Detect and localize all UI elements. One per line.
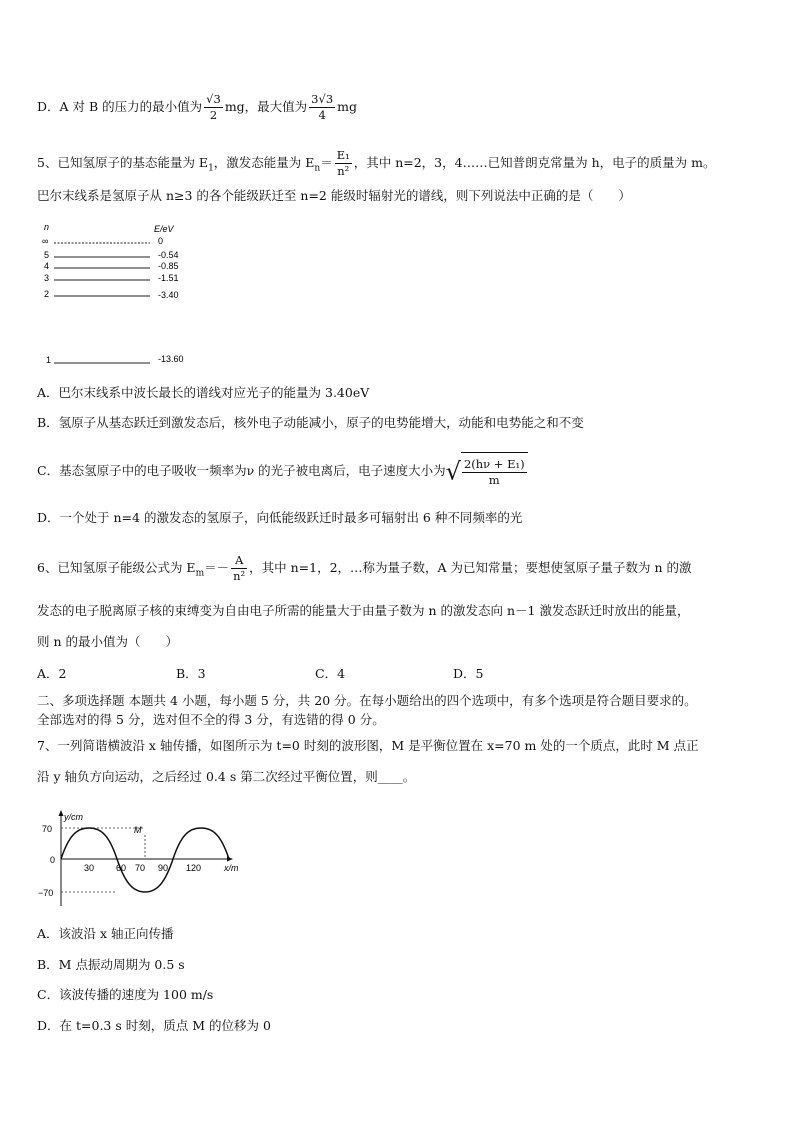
q5-opt-c-num: 2(hν + E₁) <box>463 457 525 471</box>
q5-opt-c-den: m <box>488 473 500 487</box>
q5-stem1-c: ＝ <box>320 155 333 170</box>
y-tick-70: 70 <box>42 824 53 834</box>
q4-d-max-num: 3√3 <box>311 92 334 106</box>
q5-stem1-d: ，其中 n=2，3，4……已知普朗克常量为 h，电子的质量为 m。 <box>353 155 716 170</box>
q5-frac-num: E₁ <box>336 148 350 162</box>
q7-option-b: B．M 点振动周期为 0.5 s <box>37 957 185 972</box>
q7-option-d: D．在 t=0.3 s 时刻，质点 M 的位移为 0 <box>37 1018 271 1033</box>
q6-stem1-a: 6、已知氢原子能级公式为 E <box>37 560 196 575</box>
x-tick-90: 90 <box>158 863 169 873</box>
q7-stem-line1: 7、一列简谐横波沿 x 轴传播，如图所示为 t=0 时刻的波形图，M 是平衡位置在 x=70 m 处的一个质点，此时 M 点正 <box>37 738 699 753</box>
q5-energy-fraction <box>335 148 352 179</box>
q4-option-d <box>37 92 357 123</box>
wave-curve <box>61 828 229 892</box>
q5-stem1-a: 5、已知氢原子的基态能量为 E <box>37 155 209 170</box>
q6-stem1-b: ＝－ <box>204 560 230 575</box>
x-tick-120: 120 <box>186 863 202 873</box>
e-header: E/eV <box>154 224 174 234</box>
y-axis-label: y/cm <box>64 812 83 822</box>
q4-d-max-fraction <box>309 92 335 123</box>
sqrt-symbol: √ <box>445 457 461 486</box>
wave-graph <box>30 808 252 908</box>
q7-option-a: A．该波沿 x 轴正向传播 <box>37 926 174 941</box>
q5-stem-line2: 巴尔末线系是氢原子从 n≥3 的各个能级跃迁至 n=2 能级时辐射光的谱线，则下列说法中正确的是（ ） <box>37 188 631 203</box>
section2-heading-line2: 全部选对的得 5 分，选对但不全的得 3 分，有选错的得 0 分。 <box>37 712 385 727</box>
q5-option-a: A．巴尔末线系中波长最长的谱线对应光子的能量为 3.40eV <box>37 385 370 400</box>
level-5-label: 5 <box>44 250 50 260</box>
q6-option-b: B．3 <box>176 666 206 681</box>
q5-opt-c-prefix: C．基态氢原子中的电子吸收一频率为ν 的光子被电离后，电子速度大小为 <box>37 463 446 478</box>
q6-option-d: D．5 <box>453 666 484 681</box>
section2-heading-line1: 二、多项选择题 本题共 4 小题，每小题 5 分，共 20 分。在每小题给出的四个选项中，有多个选项是符合题目要求的。 <box>37 693 697 708</box>
q4-d-unit2: mg <box>337 99 357 114</box>
q5-option-c <box>37 452 528 491</box>
q4-d-min-den: 2 <box>209 108 218 122</box>
q6-frac-den: n² <box>233 569 246 583</box>
q5-opt-c-radicand <box>461 452 528 491</box>
q7-stem-line2: 沿 y 轴负方向运动，之后经过 0.4 s 第二次经过平衡位置，则____。 <box>37 769 416 784</box>
y-tick-0: 0 <box>50 855 56 865</box>
q5-option-d: D．一个处于 n=4 的激发态的氢原子，向低能级跃迁时最多可辐射出 6 种不同频率的光 <box>37 510 523 525</box>
level-1-label: 1 <box>46 355 52 365</box>
x-tick-60: 60 <box>116 863 127 873</box>
y-tick-neg70: −70 <box>38 888 54 898</box>
q5-stem-line1: 5、已知氢原子的基态能量为 $E_1$，激发态能量为 $E_n=$ $\frac{\text{E₁}}{\text{n²}}$ ，其中 n=2，3，4……已知普朗克常量为 h，电子的质量为 m。 <box>37 148 716 178</box>
q6-stem-line3: 则 n 的最小值为（ ） <box>37 634 178 649</box>
level-3-label: 3 <box>44 273 50 283</box>
q4-d-min-fraction <box>204 92 223 123</box>
level-4-label: 4 <box>44 261 50 271</box>
x-tick-30: 30 <box>84 863 95 873</box>
q6-option-c: C．4 <box>315 666 346 681</box>
q5-frac-den: n² <box>337 164 350 178</box>
y-axis-arrow <box>59 810 64 816</box>
q6-stem-line1: 6、已知氢原子能级公式为 $E_m=-$ $\frac{A}{\text{n²}}$ ，其中 n=1，2，…称为量子数，A 为已知常量；要想使氢原子量子数为 n 的激 <box>37 553 692 583</box>
energy-level-diagram <box>36 220 196 370</box>
level-2-energy: -3.40 <box>158 290 179 300</box>
q6-frac-num: A <box>231 553 247 569</box>
q4-d-max-den: 4 <box>318 108 326 122</box>
level-2-label: 2 <box>44 289 50 299</box>
q5-stem1-b: ，激发态能量为 E <box>213 155 315 170</box>
q4-d-unit1: mg，最大值为 <box>224 99 308 114</box>
q5-option-b: B．氢原子从基态跃迁到激发态后，核外电子动能减小，原子的电势能增大，动能和电势能之和不变 <box>37 415 584 430</box>
n-header: n <box>44 222 50 232</box>
x-tick-70: 70 <box>135 863 146 873</box>
q6-option-a: A．2 <box>37 666 67 681</box>
level-5-energy: -0.54 <box>158 250 179 260</box>
x-axis-label: x/m <box>224 863 239 873</box>
level-3-energy: -1.51 <box>158 273 179 283</box>
level-1-energy: -13.60 <box>158 354 184 364</box>
q6-energy-fraction <box>231 553 247 584</box>
level-inf-energy: 0 <box>158 236 164 246</box>
level-4-energy: -0.85 <box>158 261 179 271</box>
point-m-label: M <box>134 825 142 835</box>
q4-d-prefix: D．A 对 B 的压力的最小值为 <box>37 99 203 114</box>
level-inf-label: ∞ <box>42 236 49 246</box>
q6-stem1-c: ，其中 n=1，2，…称为量子数，A 为已知常量；要想使氢原子量子数为 n 的激 <box>249 560 692 575</box>
q4-d-min-num: √3 <box>206 92 221 106</box>
q7-option-c: C．该波传播的速度为 100 m/s <box>37 987 214 1002</box>
q6-stem-line2: 发态的电子脱离原子核的束缚变为自由电子所需的能量大于由量子数为 n 的激发态向 n－1 激发态跃迁时放出的能量， <box>37 603 690 618</box>
